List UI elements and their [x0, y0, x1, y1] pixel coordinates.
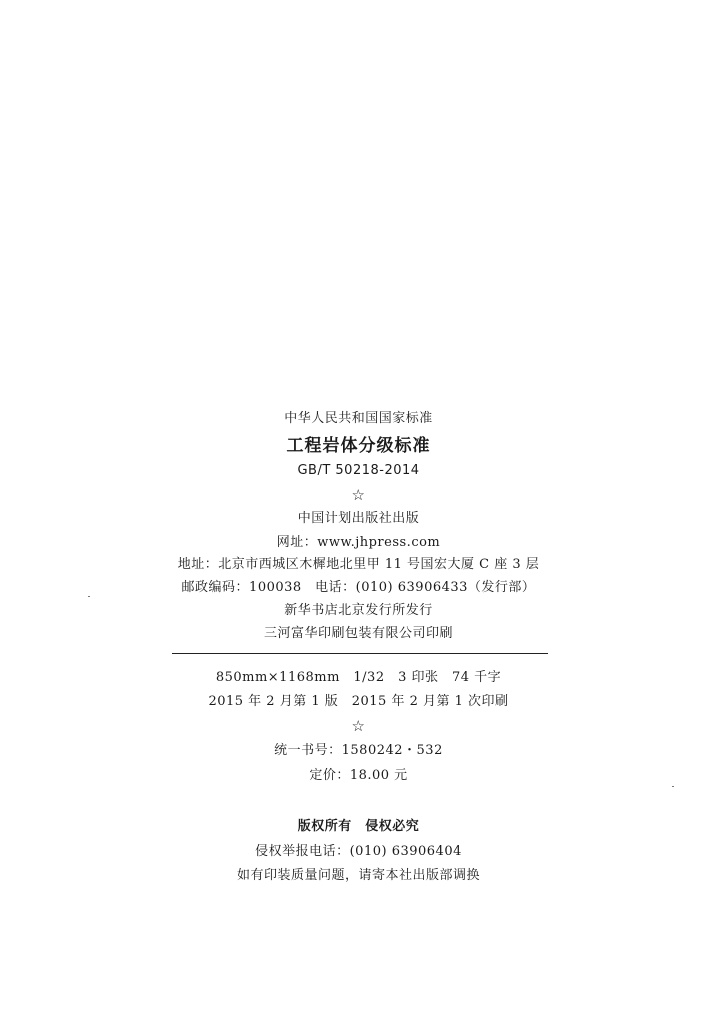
star-icon: ☆: [351, 486, 366, 504]
price-line: 定价：18.00 元: [309, 768, 408, 783]
printer-line: 三河富华印刷包装有限公司印刷: [263, 626, 453, 641]
scan-speck: [672, 786, 674, 787]
standard-code: GB/T 50218-2014: [297, 463, 420, 478]
star-icon: ☆: [351, 717, 366, 735]
distributor-line: 新华书店北京发行所发行: [284, 603, 433, 618]
publisher-address: 地址：北京市西城区木樨地北里甲 11 号国宏大厦 C 座 3 层: [177, 557, 540, 572]
publisher-contact: 邮政编码：100038 电话：(010) 63906433（发行部）: [181, 580, 536, 595]
format-line: 850mm×1168mm 1/32 3 印张 74 千字: [215, 670, 502, 685]
return-note: 如有印装质量问题，请寄本社出版部调换: [236, 868, 480, 883]
edition-line: 2015 年 2 月第 1 版 2015 年 2 月第 1 次印刷: [208, 694, 509, 709]
publisher-website: 网址：www.jhpress.com: [276, 535, 441, 550]
scan-speck: [88, 596, 90, 597]
document-title: 工程岩体分级标准: [286, 436, 431, 456]
copyright-notice: 版权所有 侵权必究: [297, 819, 420, 834]
divider-rule: [172, 653, 548, 654]
standard-series-label: 中华人民共和国国家标准: [284, 411, 433, 426]
piracy-hotline: 侵权举报电话：(010) 63906404: [255, 844, 462, 859]
isbn-line: 统一书号：1580242・532: [274, 743, 443, 758]
publisher-name: 中国计划出版社出版: [297, 511, 420, 526]
